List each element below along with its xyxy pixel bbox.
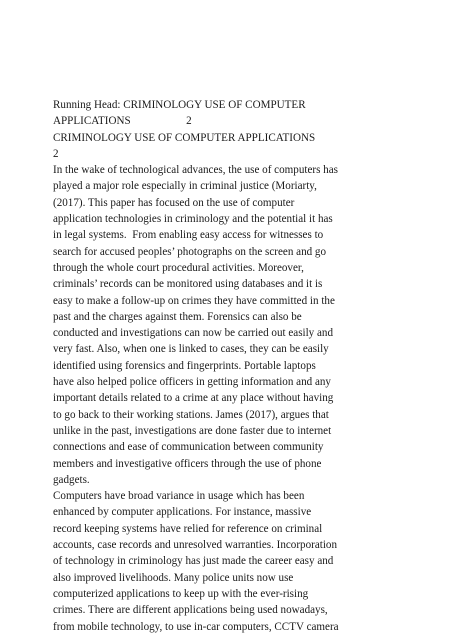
- page-number: 2: [53, 147, 59, 160]
- paragraph-line: gadgets.: [53, 473, 90, 486]
- paragraph-line: accounts, case records and unresolved warranties. Incorporation: [53, 539, 338, 552]
- paragraph-line: Computers have broad variance in usage which has been: [53, 490, 305, 503]
- paragraph-2: [53, 488, 415, 635]
- paragraph-line: crimes. There are different applications being used nowadays,: [53, 604, 328, 617]
- paragraph-line: played a major role especially in criminal justice (Moriarty,: [53, 180, 317, 193]
- paragraph-line: also improved livelihoods. Many police units now use: [53, 571, 294, 584]
- paragraph-line: very fast. Also, when one is linked to cases, they can be easily: [53, 343, 329, 356]
- paragraph-line: have also helped police officers in getting information and any: [53, 376, 331, 389]
- paragraph-line: from mobile technology, to use in-car computers, CCTV camera: [53, 620, 339, 633]
- title-block: [53, 130, 415, 163]
- paragraph-line: identified using forensics and fingerprints. Portable laptops: [53, 359, 316, 372]
- paragraph-line: (2017). This paper has focused on the use of computer: [53, 196, 295, 209]
- paragraph-line: through the whole court procedural activities. Moreover,: [53, 261, 304, 274]
- paragraph-line: past and the charges against them. Forensics can also be: [53, 310, 302, 323]
- paragraph-line: search for accused peoples’ photographs on the screen and go: [53, 245, 327, 258]
- paragraph-line: to go back to their working stations. James (2017), argues that: [53, 408, 329, 421]
- document-body: [53, 97, 415, 635]
- paragraph-line: conducted and investigations can now be carried out easily and: [53, 327, 334, 340]
- paragraph-line: record keeping systems have relied for reference on criminal: [53, 522, 323, 535]
- paragraph-line: in legal systems. From enabling easy access for witnesses to: [53, 229, 324, 242]
- paragraph-line: easy to make a follow-up on crimes they have committed in the: [53, 294, 335, 307]
- paragraph-line: unlike in the past, investigations are done faster due to internet: [53, 424, 332, 437]
- paragraph-line: connections and ease of communication between community: [53, 441, 324, 454]
- paragraph-line: enhanced by computer applications. For instance, massive: [53, 506, 312, 519]
- running-head-line: Running Head: CRIMINOLOGY USE OF COMPUTER: [53, 99, 306, 111]
- paragraph-line: of technology in criminology has just made the career easy and: [53, 555, 334, 568]
- paragraph-line: In the wake of technological advances, the use of computers has: [53, 164, 338, 177]
- paragraph-line: application technologies in criminology and the potential it has: [53, 213, 333, 226]
- paragraph-line: computerized applications to keep up with the ever-rising: [53, 587, 309, 600]
- document-title: CRIMINOLOGY USE OF COMPUTER APPLICATIONS: [53, 131, 316, 144]
- paragraph-line: important details related to a crime at any place without having: [53, 392, 334, 405]
- paragraph-1: [53, 162, 415, 488]
- paragraph-line: members and investigative officers through the use of phone: [53, 457, 322, 470]
- paragraph-line: criminals’ records can be monitored using databases and it is: [53, 278, 323, 291]
- running-head: [53, 97, 415, 130]
- running-head-line: APPLICATIONS 2: [53, 115, 192, 128]
